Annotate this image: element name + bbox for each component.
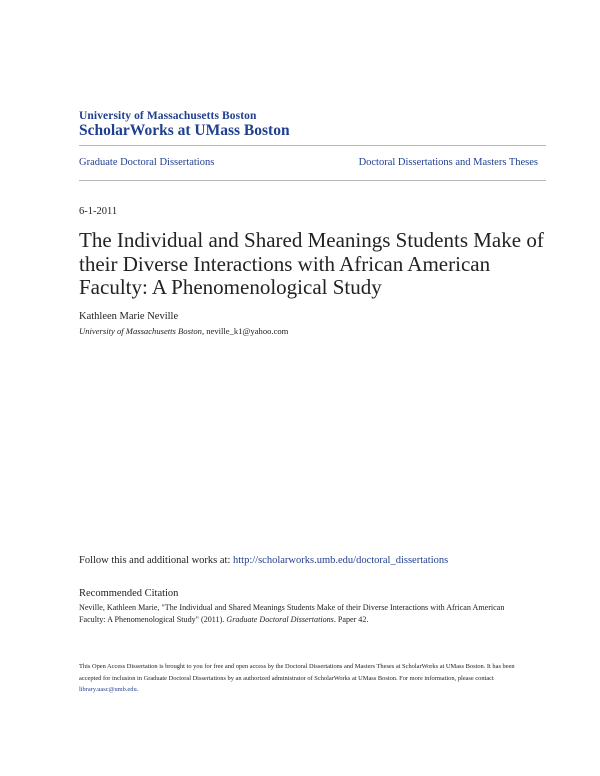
author-affiliation <box>79 326 288 336</box>
notice-text: This Open Access Dissertation is brought to you for free and open access by the Doctoral Dissertations and Masters Theses at ScholarWorks at UMass Boston. It has been accepted for inclusion in Graduate Doctoral Dissertations by an authorized administrator of ScholarWorks at UMass Boston. For more information, please contact <box>79 663 515 682</box>
follow-line <box>79 555 448 566</box>
document-title: The Individual and Shared Meanings Students Make of their Diverse Interactions with African American Faculty: A Phenomenological Study <box>79 228 544 299</box>
citation-heading: Recommended Citation <box>79 588 179 599</box>
author-name: Kathleen Marie Neville <box>79 311 179 322</box>
open-access-notice <box>79 661 529 696</box>
divider-top <box>79 145 546 146</box>
affiliation-email: , neville_k1@yahoo.com <box>201 326 289 336</box>
repository-name: ScholarWorks at UMass Boston <box>79 122 290 139</box>
collection-url-link[interactable]: http://scholarworks.umb.edu/doctoral_dissertations <box>233 555 449 566</box>
citation-main: Neville, Kathleen Marie, "The Individual and Shared Meanings Students Make of their Diverse Interactions with African American Faculty: A Phenomenological Study" (2011). <box>79 603 505 624</box>
citation-suffix: . Paper 42. <box>333 615 369 624</box>
collection-link-graduate[interactable]: Graduate Doctoral Dissertations <box>79 157 215 168</box>
citation-text <box>79 602 519 626</box>
divider-bottom <box>79 180 546 181</box>
notice-end: . <box>136 686 139 694</box>
publication-date: 6-1-2011 <box>79 206 118 217</box>
citation-series: Graduate Doctoral Dissertations <box>226 615 334 624</box>
affiliation-institution: University of Massachusetts Boston <box>79 326 202 336</box>
institution-name: University of Massachusetts Boston <box>79 110 257 122</box>
follow-text: Follow this and additional works at: <box>79 555 233 566</box>
contact-email-link[interactable]: library.uasc@umb.edu <box>79 686 137 694</box>
collection-link-doctoral-masters[interactable]: Doctoral Dissertations and Masters Theses <box>358 157 538 168</box>
